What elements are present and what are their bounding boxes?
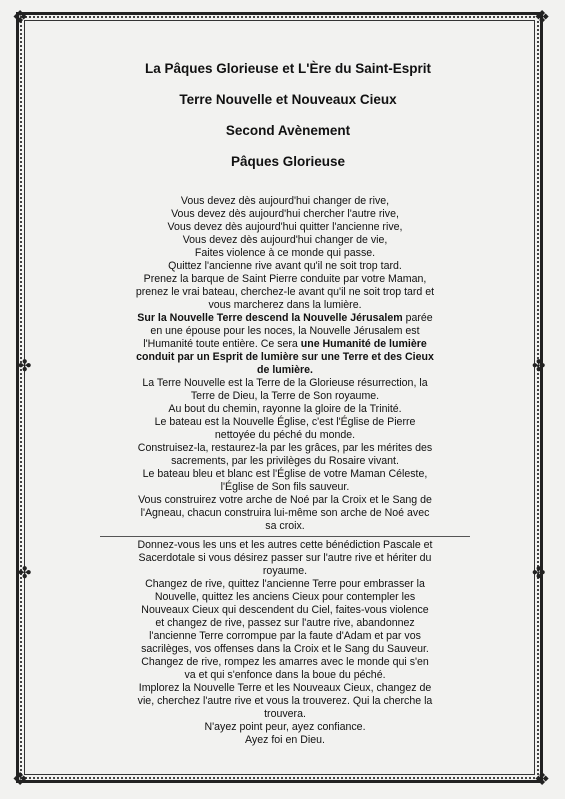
- text-line: Nouveaux Cieux qui descendent du Ciel, faites-vous violence: [141, 604, 429, 616]
- text-line: Le bateau bleu et blanc est l'Église de votre Maman Céleste,: [142, 468, 428, 480]
- text-line: Vous devez dès aujourd'hui quitter l'ancienne rive,: [167, 221, 403, 233]
- text-line: l'Agneau, chacun construira lui-même son arche de Noé avec: [140, 507, 430, 519]
- bold-phrase: de lumière.: [257, 364, 313, 376]
- text-line: Changez de rive, rompez les amarres avec le monde qui s'en: [141, 656, 429, 668]
- bold-phrase: une Humanité de lumière: [300, 338, 427, 350]
- text-line: N'ayez point peur, ayez confiance.: [204, 721, 366, 733]
- title-block: [98, 56, 478, 170]
- text-line: sa croix.: [265, 520, 305, 532]
- text-line: Terre de Dieu, la Terre de Son royaume.: [190, 390, 380, 402]
- section-divider: [100, 536, 470, 537]
- text-line: Implorez la Nouvelle Terre et les Nouveaux Cieux, changez de: [138, 682, 432, 694]
- text-line: l'Église de Son fils sauveur.: [220, 481, 350, 493]
- text-line: Ayez foi en Dieu.: [245, 734, 325, 746]
- text-line: en une épouse pour les noces, la Nouvelle Jérusalem est: [150, 325, 420, 337]
- text-line: [100, 364, 470, 377]
- text-line: sacrements, par les privilèges du Rosaire vivant.: [171, 455, 399, 467]
- text-line: l'ancienne Terre corrompue par la faute d'Adam et par vos: [149, 630, 421, 642]
- text-line: Le bateau est la Nouvelle Église, c'est l'Église de Pierre: [154, 416, 416, 428]
- side-ornament-icon: ✤: [532, 358, 546, 375]
- main-title: La Pâques Glorieuse et L'Ère du Saint-Esprit: [144, 61, 432, 76]
- text-line: Quittez l'ancienne rive avant qu'il ne soit trop tard.: [168, 260, 402, 272]
- text-line: Vous devez dès aujourd'hui changer de vie,: [182, 234, 388, 246]
- text-line: vie, cherchez l'autre rive et vous la trouverez. Qui la cherche la: [137, 695, 433, 707]
- text-line: Faites violence à ce monde qui passe.: [194, 247, 376, 259]
- text-line: prenez le vrai bateau, cherchez-le avant qu'il ne soit trop tard et: [135, 286, 435, 298]
- text-line: Prenez la barque de Saint Pierre conduite par votre Maman,: [143, 273, 427, 285]
- text-line: nettoyée du péché du monde.: [214, 429, 356, 441]
- side-ornament-icon: ✤: [532, 565, 546, 582]
- text-line: trouvera.: [264, 708, 306, 720]
- text-line: Au bout du chemin, rayonne la gloire de la Trinité.: [168, 403, 402, 415]
- corner-ornament-icon: ❖: [12, 7, 29, 27]
- corner-ornament-icon: ❖: [534, 769, 551, 789]
- side-ornament-icon: ✤: [18, 358, 32, 375]
- subtitle-3: Pâques Glorieuse: [230, 154, 346, 169]
- text-line: royaume.: [262, 565, 308, 577]
- bold-phrase: conduit par un Esprit de lumière sur une Terre et des Cieux: [136, 351, 434, 363]
- text-line: Changez de rive, quittez l'ancienne Terre pour embrasser la: [145, 578, 425, 590]
- side-ornament-icon: ✤: [18, 565, 32, 582]
- text-line: Donnez-vous les uns et les autres cette bénédiction Pascale et: [137, 539, 433, 551]
- text-line: [100, 351, 470, 364]
- text-fragment: l'Humanité toute entière. Ce sera: [143, 338, 301, 350]
- corner-ornament-icon: ❖: [534, 7, 551, 27]
- text-line: Nouvelle, quittez les anciens Cieux pour contempler les: [154, 591, 416, 603]
- text-line: va et qui s'enfonce dans la boue du péché.: [184, 669, 386, 681]
- text-fragment: parée: [402, 312, 433, 324]
- text-line: Construisez-la, restaurez-la par les grâces, par les mérites des: [137, 442, 433, 454]
- text-line: sacrilèges, vos offenses dans la Croix et le Sang du Sauveur.: [141, 643, 429, 655]
- text-line: vous marcherez dans la lumière.: [208, 299, 362, 311]
- text-line: Vous construirez votre arche de Noé par la Croix et le Sang de: [138, 494, 432, 506]
- message-body: [100, 195, 470, 747]
- subtitle-1: Terre Nouvelle et Nouveaux Cieux: [179, 92, 397, 107]
- text-line: et changez de rive, passez sur l'autre rive, abandonnez: [155, 617, 415, 629]
- text-line: La Terre Nouvelle est la Terre de la Glorieuse résurrection, la: [142, 377, 428, 389]
- bold-phrase: Sur la Nouvelle Terre descend la Nouvelle Jérusalem: [137, 312, 403, 324]
- text-line: Vous devez dès aujourd'hui chercher l'autre rive,: [171, 208, 399, 220]
- corner-ornament-icon: ❖: [12, 769, 29, 789]
- subtitle-2: Second Avènement: [225, 123, 351, 138]
- text-line: [100, 338, 470, 351]
- text-line: [100, 312, 470, 325]
- text-line: Vous devez dès aujourd'hui changer de rive,: [180, 195, 390, 207]
- text-line: Sacerdotale si vous désirez passer sur l'autre rive et hériter du: [138, 552, 432, 564]
